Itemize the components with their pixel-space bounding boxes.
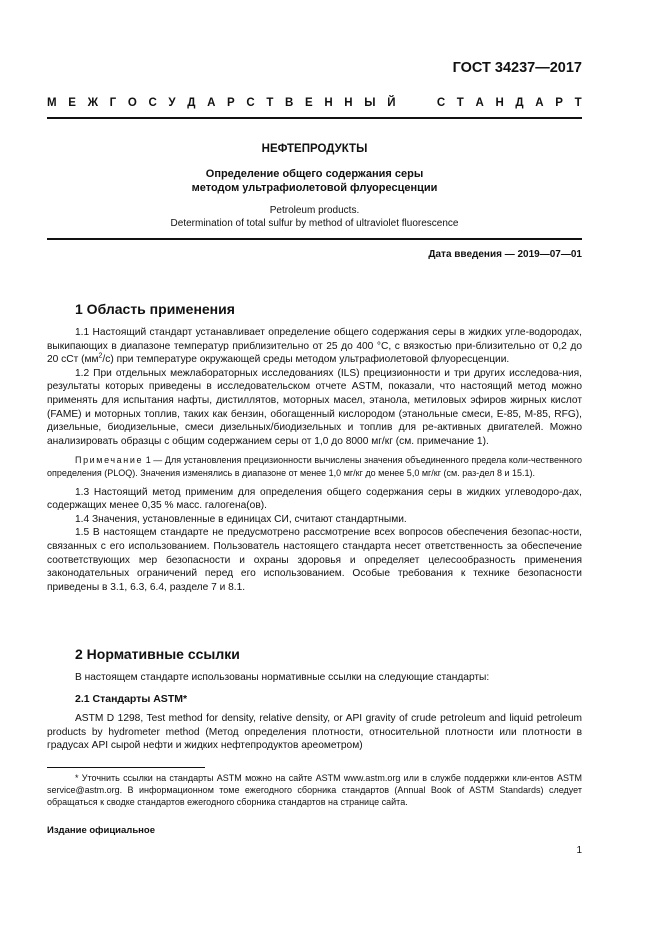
note-1 xyxy=(47,454,582,479)
header-rule xyxy=(47,117,582,119)
banner-letter: Н xyxy=(324,97,333,109)
banner-letter: Р xyxy=(555,97,563,109)
paragraph-1-4: 1.4 Значения, установленные в единицах СИ, считают стандартными. xyxy=(75,513,407,525)
paragraph-1-3: 1.3 Настоящий метод применим для определения общего содержания серы в жидких углеводоро-дах, содержащих менее 0,35 % масс. галогена(ов). xyxy=(47,486,582,512)
banner-letter: А xyxy=(475,97,484,109)
edition-label: Издание официальное xyxy=(47,825,155,836)
footnote xyxy=(47,772,582,809)
document-subtitle xyxy=(47,167,582,195)
banner-letter xyxy=(407,97,410,109)
banner-letter: Ы xyxy=(364,97,376,109)
introduction-date: Дата введения — 2019—07—01 xyxy=(428,249,582,260)
astm-reference xyxy=(47,712,582,753)
footnote-text: * Уточнить ссылки на стандарты ASTM можно на сайте ASTM www.astm.org или в службе поддержки кли-ентов ASTM service@astm.org. В информационном томе ежегодного сборника стандартов (Annual Book of ASTM Standards) следует обращаться к сводке стандартов ежегодного сборника стандартов на странице сайта. xyxy=(47,773,582,808)
note-text: 1 — Для установления прецизионности вычислены значения объединенного предела коли-чественного определения (PLOQ). Значения изменялись в диапазоне от менее 1,0 мг/кг до менее 5,0 мг/кг (см. раз-дел 8 и 15.1). xyxy=(47,455,582,478)
page-number: 1 xyxy=(576,845,582,856)
section-2-intro-text: В настоящем стандарте использованы нормативные ссылки на следующие стандарты: xyxy=(75,672,490,683)
subtitle-line-2: методом ультрафиолетовой флуоресценции xyxy=(191,182,438,194)
english-title xyxy=(47,204,582,230)
banner-letter: А xyxy=(535,97,544,109)
section-1-body xyxy=(47,326,582,594)
section-2-intro xyxy=(47,671,582,685)
banner-letter: У xyxy=(168,97,176,109)
paragraph-1-1-text: 1.1 Настоящий стандарт устанавливает определение общего содержания серы в жидких угле-водородах, выкипающих в диапазоне температур приблизительно от 25 до 400 °С, с вязкостью при-близительно от 0,2 до 20 сСт (мм xyxy=(47,327,582,366)
banner-letter: М xyxy=(47,97,57,109)
banner-letter: Р xyxy=(227,97,235,109)
superscript-2: 2 xyxy=(98,352,103,360)
banner-letter: Т xyxy=(456,97,464,109)
banner-letter: С xyxy=(148,97,157,109)
banner-letter: С xyxy=(246,97,255,109)
section-1-heading: 1 Область применения xyxy=(75,301,235,317)
subsection-2-1-heading: 2.1 Стандарты ASTM* xyxy=(75,693,188,705)
english-title-line-1: Petroleum products. xyxy=(269,205,360,216)
note-label: Примечание xyxy=(75,455,144,466)
banner-letter: Д xyxy=(187,97,196,109)
banner-letter xyxy=(422,97,425,109)
section-2-heading: 2 Нормативные ссылки xyxy=(75,646,240,662)
banner-letter: А xyxy=(207,97,216,109)
interstate-standard-banner xyxy=(47,97,582,109)
banner-letter: Т xyxy=(574,97,582,109)
paragraph-1-1-end: /с) при температуре окружающей среды методом ультрафиолетовой флуоресценции. xyxy=(102,354,510,366)
banner-letter: Т xyxy=(266,97,274,109)
banner-letter: Е xyxy=(305,97,313,109)
banner-letter: Н xyxy=(495,97,504,109)
banner-letter: С xyxy=(436,97,446,109)
banner-letter: Н xyxy=(344,97,353,109)
banner-letter: В xyxy=(285,97,294,109)
banner-letter: Г xyxy=(109,97,117,109)
astm-d1298-reference: ASTM D 1298, Test method for density, relative density, or API gravity of crude petroleum and liquid petroleum products by hydrometer method (Метод определения плотности, относительной плотности или плотности в градусах API сырой нефти и жидких нефтепродуктов ареометром) xyxy=(47,713,582,752)
title-rule xyxy=(47,238,582,240)
subtitle-line-1: Определение общего содержания серы xyxy=(205,168,424,180)
banner-letter: Д xyxy=(515,97,524,109)
english-title-line-2: Determination of total sulfur by method of ultraviolet fluorescence xyxy=(170,218,459,229)
paragraph-1-1 xyxy=(47,326,582,367)
banner-letter: Й xyxy=(387,97,396,109)
footnote-rule xyxy=(47,767,205,768)
banner-letter: Е xyxy=(68,97,76,109)
standard-number: ГОСТ 34237—2017 xyxy=(452,60,582,76)
paragraph-1-2: 1.2 При отдельных межлабораторных исследованиях (ILS) прецизионности и три других исследова-ния, результаты которых приведены в исследовательском отчете ASTM, показали, что настоящий метод можно применять для испытания нафты, дистиллятов, моторных масел, этанола, метиловых эфиров жирных кислот (FAME) и моторных топлив, таких как бензин, обогащенный кислородом (этанольные смеси, Е-85, М-85, RFG), дизельные, биодизельные, смеси дизельных/биодизельных и топлив для ре-активных двигателей. Можно анализировать образцы с общим содержанием серы от 1,0 до 8000 мг/кг (см. примечание 1). xyxy=(47,367,582,447)
banner-letter: Ж xyxy=(87,97,98,109)
paragraph-1-5: 1.5 В настоящем стандарте не предусмотрено рассмотрение всех вопросов обеспечения безопас-ности, связанных с его использованием. Пользователь настоящего стандарта несет ответственность за обеспечение соответствующих мер безопасности и охраны здоровья и определяет целесообразность применения законодательных ограничений перед его использованием. Особые требования к технике безопасности приведены в 3.1, 6.3, 6.4, разделе 7 и 8.1. xyxy=(47,527,582,593)
document-title: НЕФТЕПРОДУКТЫ xyxy=(261,143,368,155)
banner-letter: О xyxy=(127,97,137,109)
